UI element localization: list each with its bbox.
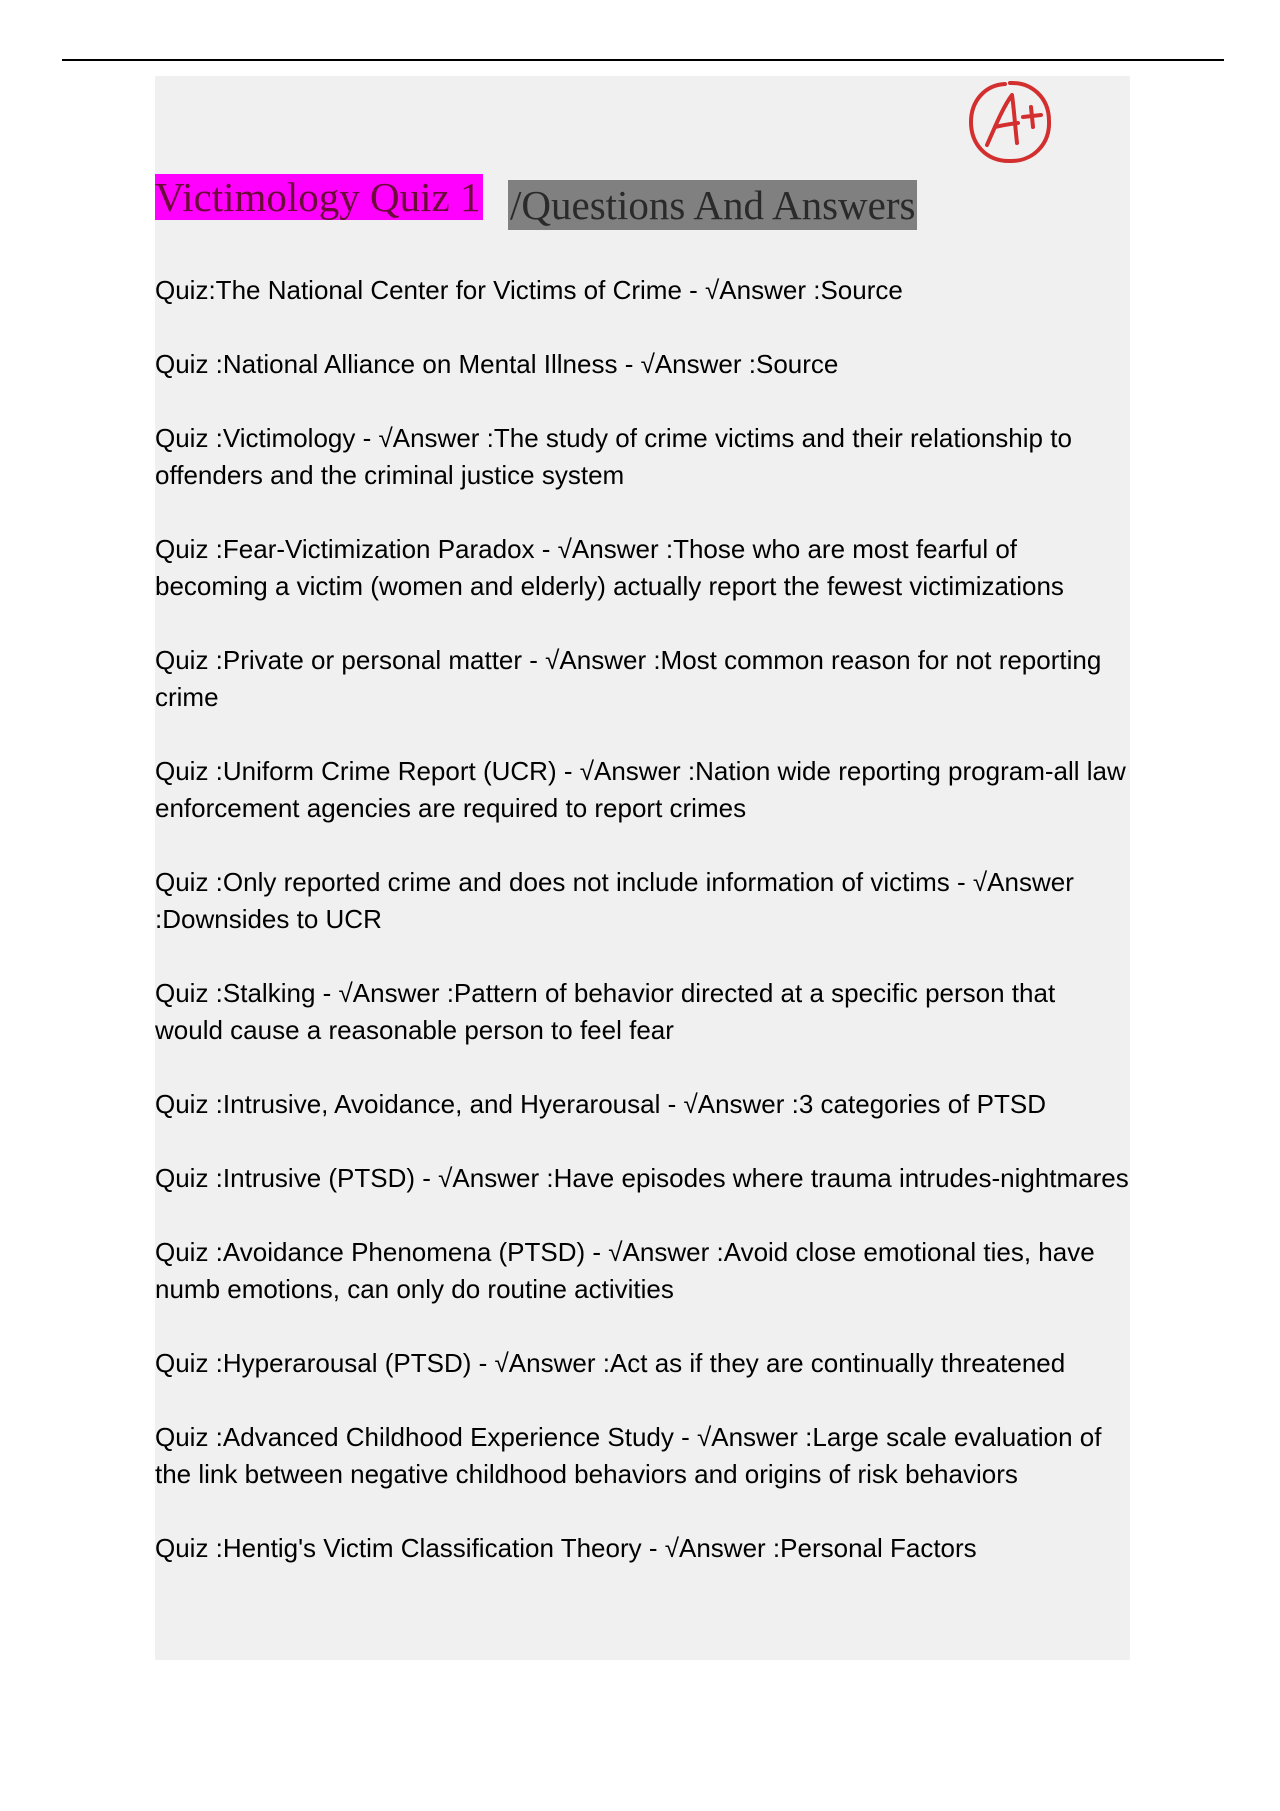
qa-item: Quiz :Hentig's Victim Classification Theory - √Answer :Personal Factors <box>155 1533 977 1563</box>
qa-item: Quiz :Stalking - √Answer :Pattern of behavior directed at a specific person that would cause a reasonable person to feel fear <box>155 978 1056 1045</box>
document-header <box>155 172 1130 272</box>
qa-item: Quiz :National Alliance on Mental Illness - √Answer :Source <box>155 349 839 379</box>
qa-item: Quiz :Hyperarousal (PTSD) - √Answer :Act as if they are continually threatened <box>155 1348 1066 1378</box>
qa-item: Quiz :Uniform Crime Report (UCR) - √Answer :Nation wide reporting program-all law enforcement agencies are required to report crimes <box>155 756 1126 823</box>
qa-item: Quiz:The National Center for Victims of Crime - √Answer :Source <box>155 275 903 305</box>
qa-item: Quiz :Advanced Childhood Experience Study - √Answer :Large scale evaluation of the link between negative childhood behaviors and origins of risk behaviors <box>155 1422 1102 1489</box>
qa-item: Quiz :Only reported crime and does not include information of victims - √Answer :Downsides to UCR <box>155 867 1074 934</box>
document-title <box>155 172 485 223</box>
qa-item: Quiz :Intrusive (PTSD) - √Answer :Have episodes where trauma intrudes-nightmares <box>155 1163 1129 1193</box>
qa-list <box>155 272 1130 1604</box>
document-subtitle: /Questions And Answers <box>510 182 916 228</box>
qa-item: Quiz :Private or personal matter - √Answer :Most common reason for not reporting crime <box>155 645 1102 712</box>
qa-item: Quiz :Intrusive, Avoidance, and Hyerarousal - √Answer :3 categories of PTSD <box>155 1089 1046 1119</box>
document-title-text: Victimology Quiz 1 <box>155 174 481 220</box>
top-rule <box>62 59 1224 61</box>
qa-item: Quiz :Victimology - √Answer :The study of crime victims and their relationship to offenders and the criminal justice system <box>155 423 1072 490</box>
qa-item: Quiz :Fear-Victimization Paradox - √Answer :Those who are most fearful of becoming a victim (women and elderly) actually report the fewest victimizations <box>155 534 1064 601</box>
qa-item: Quiz :Avoidance Phenomena (PTSD) - √Answer :Avoid close emotional ties, have numb emotions, can only do routine activities <box>155 1237 1095 1304</box>
a-plus-grade-seal-icon <box>965 77 1055 167</box>
